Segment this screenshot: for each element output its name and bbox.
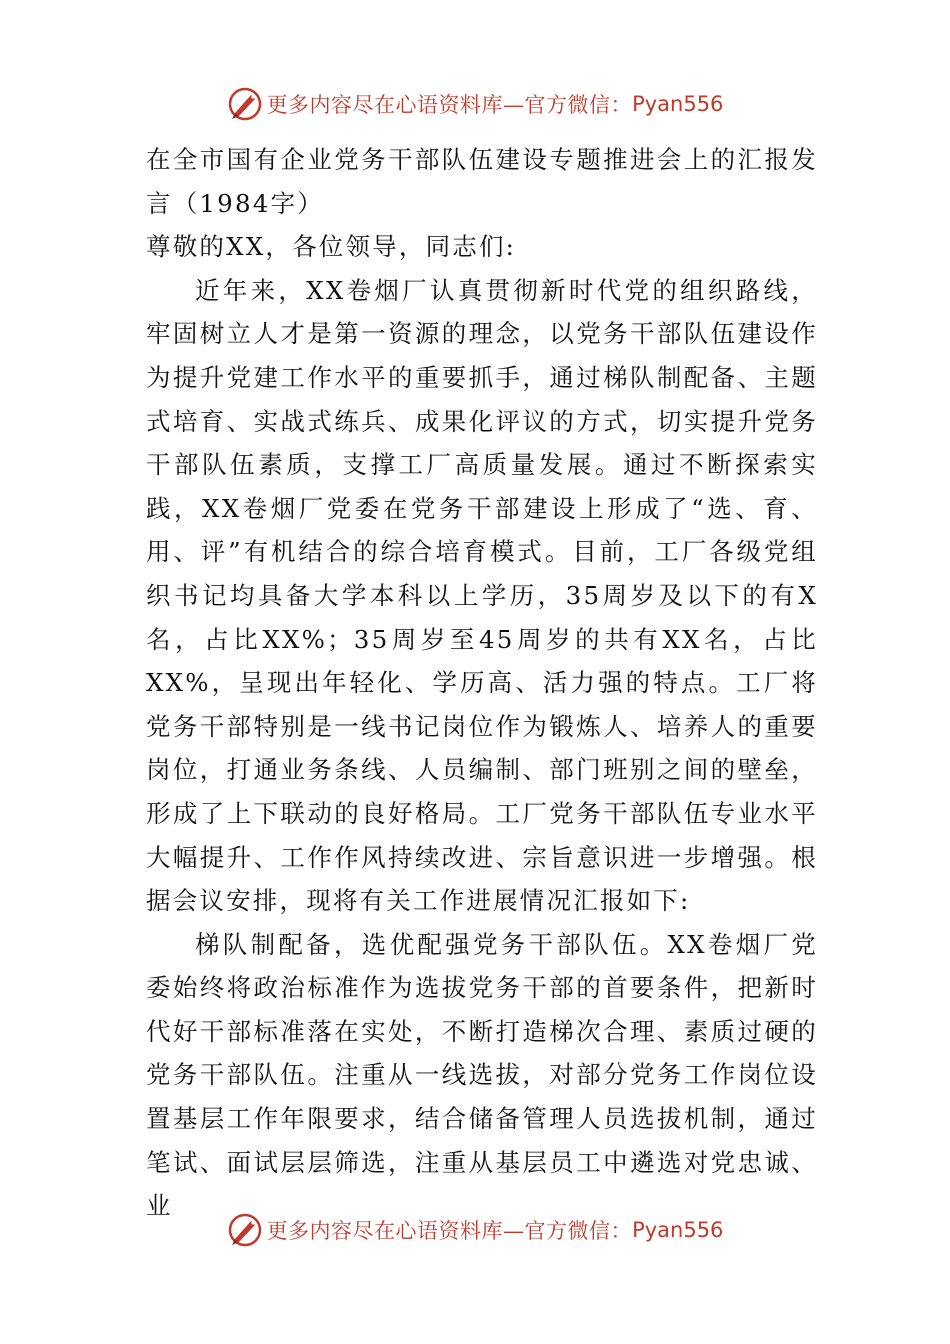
footer-watermark-banner <box>0 1208 950 1252</box>
banner-brand-text: 更多内容尽在心语资料库—官方微信： <box>266 93 633 117</box>
paragraph-intro: 近年来，XX卷烟厂认真贯彻新时代党的组织路线，牢固树立人才是第一资源的理念，以党务干部队伍建设作为提升党建工作水平的重要抓手，通过梯队制配备、主题式培育、实战式练兵、成果化评议的方式，切实提升党务干部队伍素质，支撑工厂高质量发展。通过不断探索实践，XX卷烟厂党委在党务干部建设上形成了“选、育、用、评”有机结合的综合培育模式。目前，工厂各级党组织书记均具备大学本科以上学历，35周岁及以下的有X名，占比XX%；35周岁至45周岁的共有XX名，占比XX%，呈现出年轻化、学历高、活力强的特点。工厂将党务干部特别是一线书记岗位作为锻炼人、培养人的重要岗位，打通业务条线、人员编制、部门班别之间的壁垒，形成了上下联动的良好格局。工厂党务干部队伍专业水平大幅提升、工作作风持续改进、宗旨意识进一步增强。根据会议安排，现将有关工作进展情况汇报如下: <box>146 275 818 916</box>
pen-logo-icon <box>227 1212 263 1248</box>
banner-contact-text: Pyan556 <box>632 1218 724 1242</box>
salutation: 尊敬的XX，各位领导，同志们: <box>146 232 517 262</box>
banner-brand-text: 更多内容尽在心语资料库—官方微信： <box>266 1219 633 1243</box>
banner-contact-text: Pyan556 <box>632 92 724 116</box>
document-body <box>146 138 818 1228</box>
document-title: 在全市国有企业党务干部队伍建设专题推进会上的汇报发言（1984字） <box>146 145 818 218</box>
pen-logo-icon <box>227 86 263 122</box>
header-watermark-banner <box>0 82 950 126</box>
paragraph-echelon: 梯队制配备，选优配强党务干部队伍。XX卷烟厂党委始终将政治标准作为选拔党务干部的首要条件，把新时代好干部标准落在实处，不断打造梯次合理、素质过硬的党务干部队伍。注重从一线选拔，对部分党务工作岗位设置基层工作年限要求，结合储备管理人员选拔机制，通过笔试、面试层层筛选，注重从基层员工中遴选对党忠诚、业 <box>146 929 818 1221</box>
